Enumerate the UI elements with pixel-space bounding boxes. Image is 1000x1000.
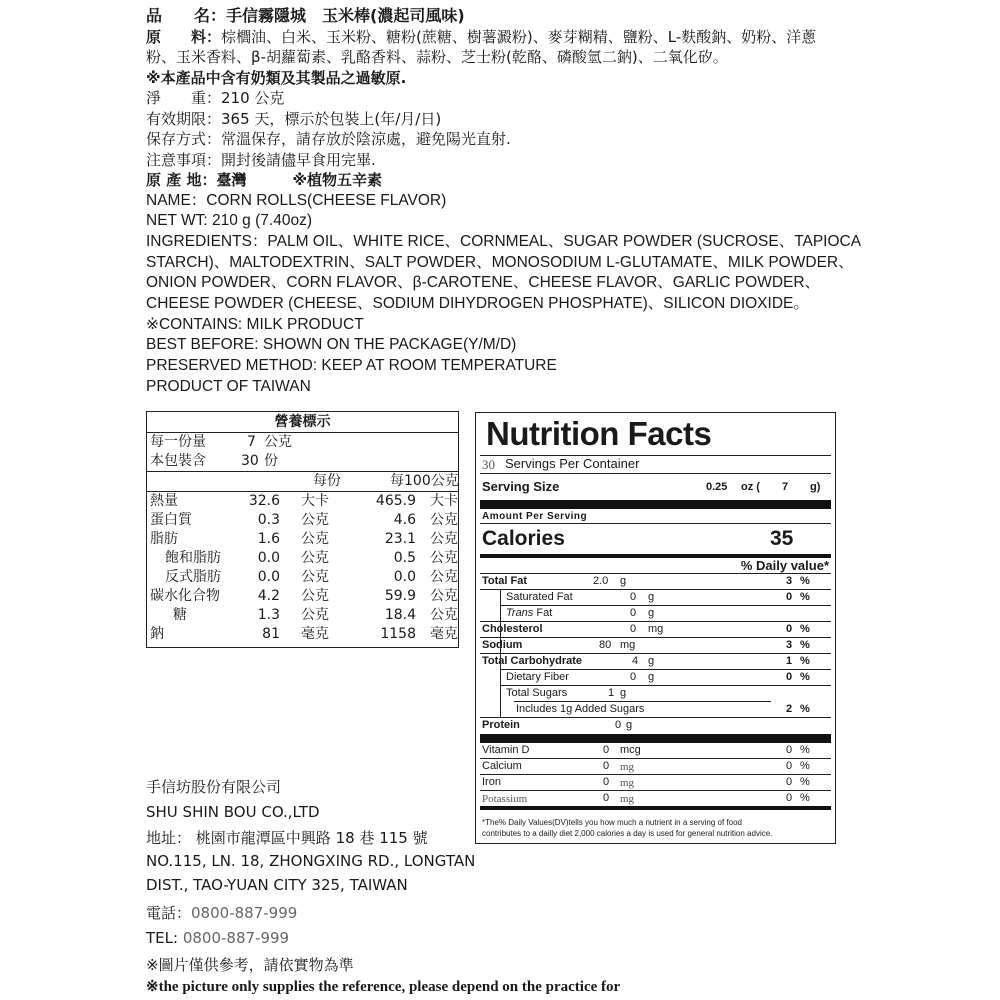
cn-nutrient-row [147, 587, 458, 606]
ingredients-cn-row-1 [146, 27, 846, 48]
per-100g-unit: 公克 [430, 512, 458, 528]
nf-title: Nutrition Facts [486, 415, 712, 452]
net-weight-en: NET WT: 210 g (7.40oz) [146, 212, 312, 230]
cn-nutrition-title: 營養標示 [147, 412, 458, 433]
nf-sodium-dv: 3 [786, 639, 793, 651]
nf-fiber-pct: % [800, 671, 810, 683]
per-serving-value: 4.2 [257, 588, 280, 604]
nf-fiber-unit: g [648, 671, 655, 683]
nf-added-sugars-pct: % [800, 703, 810, 715]
nutrient-name: 脂肪 [150, 531, 178, 547]
nf-cholesterol-value: 0 [630, 623, 637, 635]
nf-carb-unit: g [648, 655, 655, 667]
nf-sodium-label: Sodium [482, 639, 523, 651]
nutrient-name: 糖 [173, 607, 187, 623]
nf-trans-fat-unit: g [648, 607, 655, 619]
per-serving-unit: 毫克 [301, 626, 329, 642]
nf-sat-fat-label: Saturated Fat [506, 591, 573, 603]
nf-sugars-value: 1 [608, 687, 615, 699]
phone-en [146, 929, 289, 947]
nutrient-name: 反式脂肪 [165, 569, 221, 585]
nf-cholesterol-unit: mg [648, 623, 664, 635]
origin-label: 原 產 地： [146, 171, 217, 189]
per-100g-unit: 公克 [430, 550, 458, 566]
nf-iron-label: Iron [482, 776, 501, 788]
company-name-en: SHU SHIN BOU CO.,LTD [146, 803, 320, 821]
cn-nutrient-row [147, 492, 458, 511]
nf-serving-size-label: Serving Size [482, 479, 560, 494]
nf-servings-text: Servings Per Container [505, 456, 640, 471]
cn-nutrient-row [147, 568, 458, 587]
cn-nutrient-row [147, 511, 458, 530]
cn-column-headers [147, 472, 458, 492]
nf-servings-number: 30 [482, 457, 495, 472]
nf-potassium-dv: 0 [786, 792, 793, 804]
nf-amount-per-serving: Amount Per Serving [482, 511, 588, 522]
ingredients-en-2: STARCH)、MALTODEXTRIN、SALT POWDER、MONOSODIUM L-GLUTAMATE、MILK POWDER、 [146, 253, 854, 271]
nf-total-fat-label: Total Fat [482, 575, 528, 587]
phone-label-cn: 電話： [146, 904, 192, 922]
vegetarian-note: ※植物五辛素 [292, 171, 383, 189]
per-serving-value: 1.6 [257, 531, 280, 547]
nf-sat-fat-value: 0 [630, 591, 637, 603]
per-100g-value: 18.4 [384, 607, 416, 623]
nf-fiber-value: 0 [630, 671, 637, 683]
ingredients-en-3: ONION POWDER、CORN FLAVOR、β-CAROTENE、CHEESE FLAVOR、GARLIC POWDER、 [146, 274, 821, 292]
per-100g-value: 23.1 [384, 531, 416, 547]
per-100g-value: 59.9 [384, 588, 416, 604]
cn-nutrient-row [147, 606, 458, 625]
nf-sat-fat-dv: 0 [786, 591, 793, 603]
nf-carb-value: 4 [632, 655, 639, 667]
address-en-1: NO.115, LN. 18, ZHONGXING RD., LONGTAN [146, 852, 476, 870]
address-label: 地址： [146, 829, 192, 847]
per-serving-value: 32.6 [248, 493, 280, 509]
servings-unit: 份 [264, 453, 278, 469]
nf-fiber-label: Dietary Fiber [506, 671, 569, 683]
origin-en: PRODUCT OF TAIWAN [146, 377, 311, 395]
per-serving-value: 81 [262, 626, 280, 642]
nf-potassium-pct: % [800, 792, 810, 804]
ingredients-en-4: CHEESE POWDER (CHEESE、SODIUM DIHYDROGEN PHOSPHATE)、SILICON DIOXIDE。 [146, 295, 809, 313]
nf-vitd-pct: % [800, 744, 810, 756]
nf-total-fat-dv: 3 [786, 575, 793, 587]
nf-added-sugars-dv: 2 [786, 703, 793, 715]
cn-nutrient-rows [147, 492, 458, 644]
nf-added-sugars-label: Includes 1g Added Sugars [516, 703, 645, 715]
nf-total-fat-unit: g [620, 575, 627, 587]
nf-daily-value-header: % Daily value* [740, 558, 829, 573]
nf-carb-pct: % [800, 655, 810, 667]
nf-sodium-value: 80 [599, 639, 612, 651]
product-name: 手信霧隱城 玉米棒(濃起司風味) [226, 6, 465, 25]
nf-serving-g: 7 [782, 481, 789, 493]
phone-cn [146, 902, 297, 923]
per-100g-unit: 毫克 [430, 626, 458, 642]
product-name-row [146, 6, 846, 27]
per-100g-unit: 公克 [430, 607, 458, 623]
cn-nutrient-row [147, 625, 458, 644]
address-cn-text: 桃園市龍潭區中興路 18 巷 115 號 [195, 829, 428, 847]
phone-cn-number: 0800-887-999 [191, 904, 298, 922]
nf-sat-fat-pct: % [800, 591, 810, 603]
per-100g-value: 0.0 [393, 569, 416, 585]
nf-cholesterol-label: Cholesterol [482, 623, 543, 635]
nf-serving-unit2: g) [810, 481, 821, 493]
nf-iron-dv: 0 [786, 776, 793, 788]
per-100g-unit: 大卡 [430, 493, 458, 509]
nf-carb-label: Total Carbohydrate [482, 655, 583, 667]
disclaimer-en: ※the picture only supplies the reference, please depend on the practice for [146, 979, 621, 995]
per-serving-unit: 公克 [301, 588, 329, 604]
best-before-en: BEST BEFORE: SHOWN ON THE PACKAGE(Y/M/D) [146, 336, 517, 354]
cn-nutrient-row [147, 549, 458, 568]
nf-carb-dv: 1 [786, 655, 793, 667]
nf-trans-fat-word: Fat [536, 607, 553, 619]
nf-sodium-pct: % [800, 639, 810, 651]
col-per-100g: 每100公克 [390, 473, 459, 489]
nutrition-facts-label [475, 412, 836, 844]
nf-potassium-unit: mg [620, 793, 635, 805]
ingredients-en-1: INGREDIENTS：PALM OIL、WHITE RICE、CORNMEAL、SUGAR POWDER (SUCROSE、TAPIOCA [146, 232, 862, 250]
nutrient-name: 熱量 [150, 493, 178, 509]
phone-en-number: 0800-887-999 [182, 929, 290, 947]
origin-cn [146, 170, 846, 191]
nutrient-name: 蛋白質 [150, 512, 192, 528]
cn-serving-row [147, 433, 458, 452]
notice-cn: 注意事項：開封後請儘早食用完畢. [146, 150, 376, 169]
per-100g-value: 465.9 [375, 493, 416, 509]
per-serving-unit: 公克 [301, 607, 329, 623]
nf-calories-label: Calories [482, 527, 565, 550]
nf-cholesterol-pct: % [800, 623, 810, 635]
per-serving-unit: 公克 [301, 550, 329, 566]
nf-sugars-unit: g [620, 687, 627, 699]
per-serving-value: 0.0 [257, 550, 280, 566]
nf-cholesterol-dv: 0 [786, 623, 793, 635]
phone-label-en: TEL: [146, 929, 179, 947]
nf-calcium-pct: % [800, 760, 810, 772]
per-serving-unit: 公克 [301, 569, 329, 585]
per-serving-unit: 公克 [301, 512, 329, 528]
per-serving-value: 0.0 [257, 569, 280, 585]
nf-trans-fat-value: 0 [630, 607, 637, 619]
nf-trans-fat-label [506, 607, 552, 620]
nf-fiber-dv: 0 [786, 671, 793, 683]
nutrient-name: 飽和脂肪 [165, 550, 221, 566]
per-100g-value: 1158 [380, 626, 416, 642]
per-100g-unit: 公克 [430, 569, 458, 585]
nf-vitd-label: Vitamin D [482, 744, 530, 756]
nf-serving-oz: 0.25 [706, 481, 728, 493]
nf-iron-unit: mg [620, 777, 635, 789]
nf-calcium-dv: 0 [786, 760, 793, 772]
nf-calcium-label: Calcium [482, 760, 522, 772]
nf-potassium-value: 0 [603, 792, 610, 804]
origin-value: 臺灣 [216, 171, 247, 189]
product-label: 品 名： [146, 6, 227, 25]
nf-protein-unit: g [626, 719, 633, 731]
storage-cn: 保存方式：常溫保存，請存放於陰涼處，避免陽光直射. [146, 130, 511, 148]
nf-protein-value: 0 [615, 719, 622, 731]
nf-potassium-label: Potassium [482, 793, 528, 805]
nf-sodium-unit: mg [620, 639, 636, 651]
nf-sugars-label: Total Sugars [506, 687, 568, 699]
per-serving-unit: 大卡 [301, 493, 329, 509]
serving-value: 7 [247, 434, 256, 450]
nf-footnote-2: contributes to a dailly diet 2,000 calories a day is used for general nutrition advice. [482, 829, 773, 838]
allergen-cn: ※本產品中含有奶類及其製品之過敏原. [146, 68, 407, 87]
address-en-2: DIST., TAO-YUAN CITY 325, TAIWAN [146, 876, 408, 894]
per-100g-value: 0.5 [393, 550, 416, 566]
cn-nutrition-table [146, 411, 459, 648]
nf-protein-label: Protein [482, 719, 520, 731]
nf-footnote-1: *The% Daily Values(DV)tells you how much a nutrient in a serving of food [482, 818, 742, 827]
nf-iron-value: 0 [603, 776, 610, 788]
nf-vitd-unit: mcg [620, 744, 641, 756]
preserved-en: PRESERVED METHOD: KEEP AT ROOM TEMPERATURE [146, 357, 557, 375]
per-serving-value: 0.3 [257, 512, 280, 528]
product-info [146, 6, 862, 398]
nutrient-name: 鈉 [150, 626, 164, 642]
contains-en: ※CONTAINS: MILK PRODUCT [146, 315, 364, 333]
net-value: 210 公克 [221, 89, 285, 107]
nf-trans-italic: Trans [506, 607, 534, 619]
nf-iron-pct: % [800, 776, 810, 788]
name-en: NAME：CORN ROLLS(CHEESE FLAVOR) [146, 191, 447, 209]
nf-vitd-value: 0 [603, 744, 610, 756]
nf-serving-unit1: oz ( [741, 481, 760, 493]
nf-calcium-unit: mg [620, 761, 635, 773]
nf-calcium-value: 0 [603, 760, 610, 772]
per-serving-value: 1.3 [257, 607, 280, 623]
company-name-cn: 手信坊股份有限公司 [146, 778, 282, 796]
nutrient-name: 碳水化合物 [150, 588, 220, 604]
servings-value: 30 [241, 453, 259, 469]
per-100g-value: 4.6 [393, 512, 416, 528]
ingredients-label: 原 料： [146, 27, 222, 46]
nf-calories-value: 35 [770, 527, 794, 550]
serving-label: 每一份量 [150, 434, 206, 450]
nf-sat-fat-unit: g [648, 591, 655, 603]
per-serving-unit: 公克 [301, 531, 329, 547]
ingredients-cn-1: 棕櫚油、白米、玉米粉、糖粉(蔗糖、樹薯澱粉)、麥芽糊精、鹽粉、L-麩酸鈉、奶粉、洋蔥 [221, 27, 817, 46]
nf-vitd-dv: 0 [786, 744, 793, 756]
per-100g-unit: 公克 [430, 588, 458, 604]
per-100g-unit: 公克 [430, 531, 458, 547]
net-weight-cn [146, 88, 846, 109]
cn-nutrient-row [147, 530, 458, 549]
nf-total-fat-value: 2.0 [593, 575, 609, 587]
address-cn [146, 827, 428, 848]
col-per-serving: 每份 [313, 473, 341, 489]
ingredients-cn-row-2: 粉、玉米香料、β-胡蘿蔔素、乳酪香料、蒜粉、芝士粉(乾酪、磷酸氫二鈉)、二氧化矽。 [146, 48, 728, 66]
servings-label: 本包裝含 [150, 453, 206, 469]
expiry-cn: 有效期限：365 天，標示於包裝上(年/月/日) [146, 109, 442, 128]
net-label: 淨 重： [146, 89, 222, 107]
cn-servings-row [147, 452, 458, 472]
disclaimer-cn: ※圖片僅供參考，請依實物為準 [146, 956, 354, 974]
nf-total-fat-pct: % [800, 575, 810, 587]
serving-unit: 公克 [264, 434, 292, 450]
